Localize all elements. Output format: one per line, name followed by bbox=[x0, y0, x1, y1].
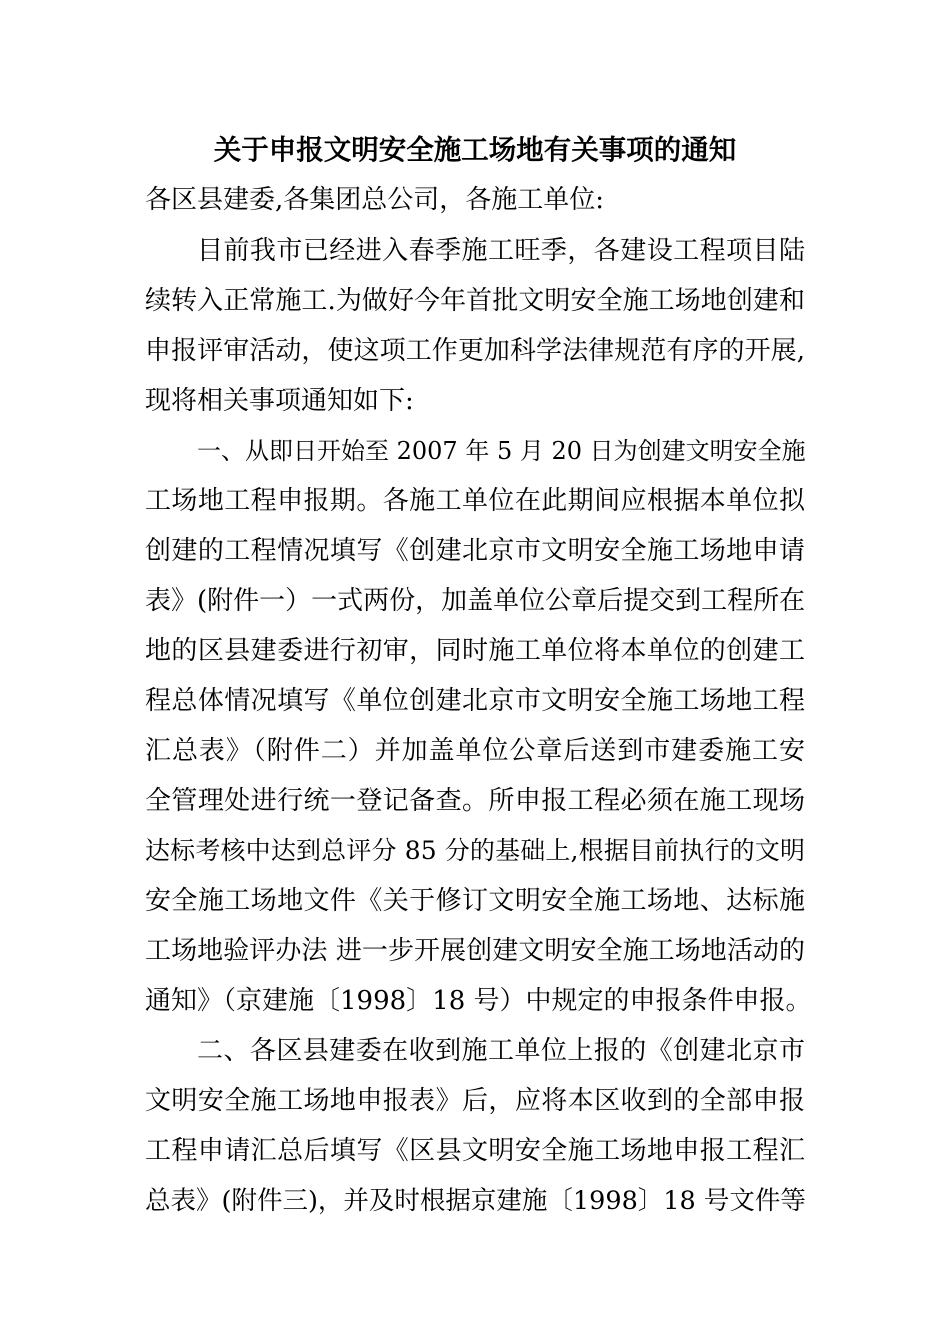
paragraph-line: 现将相关事项通知如下: bbox=[145, 386, 414, 416]
paragraph-line: 文明安全施工场地申报表》后，应将本区收到的全部申报 bbox=[145, 1086, 805, 1116]
paragraph-line: 表》(附件一）一式两份，加盖单位公章后提交到工程所在 bbox=[145, 586, 806, 616]
paragraph-line: 工场地验评办法 进一步开展创建文明安全施工场地活动的 bbox=[145, 936, 805, 966]
paragraph-line: 安全施工场地文件《关于修订文明安全施工场地、达标施 bbox=[145, 886, 805, 916]
paragraph-line: 创建的工程情况填写《创建北京市文明安全施工场地申请 bbox=[145, 536, 805, 566]
paragraph-line: 达标考核中达到总评分 85 分的基础上,根据目前执行的文明 bbox=[145, 836, 805, 865]
paragraph-line: 全管理处进行统一登记备查。所申报工程必须在施工现场 bbox=[145, 786, 805, 816]
paragraph-line: 通知》（京建施〔1998〕18 号）中规定的申报条件申报。 bbox=[145, 986, 812, 1016]
paragraph-line: 续转入正常施工.为做好今年首批文明安全施工场地创建和 bbox=[145, 286, 805, 316]
paragraph-line: 程总体情况填写《单位创建北京市文明安全施工场地工程 bbox=[145, 686, 805, 716]
paragraph-line: 工程申请汇总后填写《区县文明安全施工场地申报工程汇 bbox=[145, 1136, 805, 1166]
paragraph-line: 一、从即日开始至 2007 年 5 月 20 日为创建文明安全施 bbox=[197, 437, 806, 465]
paragraph-line: 二、各区县建委在收到施工单位上报的《创建北京市 bbox=[197, 1036, 805, 1066]
paragraph-line: 申报评审活动，使这项工作更加科学法律规范有序的开展, bbox=[145, 336, 805, 366]
paragraph-line: 地的区县建委进行初审，同时施工单位将本单位的创建工 bbox=[145, 636, 805, 666]
salutation-line: 各区县建委,各集团总公司，各施工单位: bbox=[145, 185, 605, 215]
paragraph-line: 目前我市已经进入春季施工旺季，各建设工程项目陆 bbox=[197, 236, 805, 266]
document-title: 关于申报文明安全施工场地有关事项的通知 bbox=[213, 134, 737, 166]
paragraph-line: 汇总表》（附件二）并加盖单位公章后送到市建委施工安 bbox=[145, 736, 805, 766]
paragraph-line: 总表》(附件三)，并及时根据京建施〔1998〕18 号文件等 bbox=[145, 1186, 806, 1216]
paragraph-line: 工场地工程申报期。各施工单位在此期间应根据本单位拟 bbox=[145, 486, 805, 516]
